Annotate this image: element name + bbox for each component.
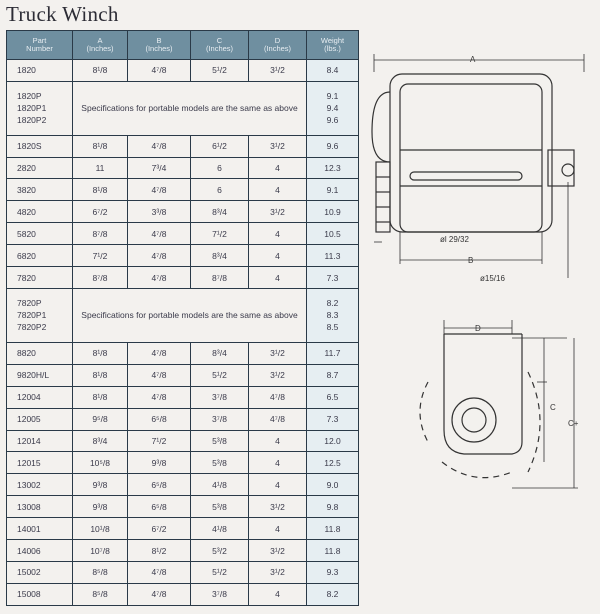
- cell-d: 4: [249, 452, 307, 474]
- cell-b: 7¹/2: [128, 430, 191, 452]
- cell-weight: 9.6: [326, 115, 339, 126]
- header-a: A (Inches): [73, 31, 128, 60]
- cell-c: 5³/8: [191, 430, 249, 452]
- cell-part: 15002: [7, 562, 73, 584]
- cell-weight: 12.5: [307, 452, 359, 474]
- cell-weight: 6.5: [307, 386, 359, 408]
- cell-weight: 11.8: [307, 518, 359, 540]
- cell-weight: 12.0: [307, 430, 359, 452]
- table-row: [7, 408, 359, 430]
- cell-b: 4⁷/8: [128, 562, 191, 584]
- cell-b: 4⁷/8: [128, 223, 191, 245]
- cell-d: 3¹/2: [249, 540, 307, 562]
- cell-c: 8³/4: [191, 245, 249, 267]
- table-row: [7, 135, 359, 157]
- cell-weight: 12.3: [307, 157, 359, 179]
- cell-d: 3¹/2: [249, 496, 307, 518]
- cell-part: 8820: [7, 342, 73, 364]
- cell-part: 1820P1: [17, 103, 47, 114]
- cell-a: 8⁷/8: [73, 223, 128, 245]
- cell-c: 6¹/2: [191, 135, 249, 157]
- cell-weight: 11.3: [307, 245, 359, 267]
- cell-b: 6⁵/8: [128, 408, 191, 430]
- label-d: D: [475, 324, 481, 333]
- cell-b: 8¹/2: [128, 540, 191, 562]
- label-dia: ø15/16: [480, 274, 505, 283]
- cell-b: 4⁷/8: [128, 179, 191, 201]
- cell-weight: 9.1: [326, 91, 339, 102]
- table-row: [7, 364, 359, 386]
- cell-a: 8¹/8: [73, 135, 128, 157]
- cell-part: 7820P: [17, 298, 42, 309]
- cell-part: 1820S: [7, 135, 73, 157]
- cell-a: 8⁵/8: [73, 583, 128, 605]
- cell-part-group: [7, 289, 73, 343]
- cell-c: 3⁷/8: [191, 408, 249, 430]
- cell-weight: 9.8: [307, 496, 359, 518]
- cell-d: 4: [249, 267, 307, 289]
- cell-b: 7³/4: [128, 157, 191, 179]
- cell-c: 8³/4: [191, 342, 249, 364]
- cell-part: 9820H/L: [7, 364, 73, 386]
- cell-a: 6⁷/2: [73, 201, 128, 223]
- cell-d: 4: [249, 157, 307, 179]
- cell-b: 4⁷/8: [128, 60, 191, 82]
- cell-a: 7¹/2: [73, 245, 128, 267]
- label-hole: øl 29/32: [440, 235, 469, 244]
- cell-part: 1820P: [17, 91, 42, 102]
- cell-d: 4⁷/8: [249, 408, 307, 430]
- cell-c: 5³/8: [191, 452, 249, 474]
- label-a: A: [470, 55, 476, 64]
- cell-a: 10¹/8: [73, 518, 128, 540]
- cell-c: 5³/8: [191, 496, 249, 518]
- cell-c: 8³/4: [191, 201, 249, 223]
- label-c-plus: C+: [568, 419, 579, 428]
- header-d: D (Inches): [249, 31, 307, 60]
- cell-b: 6⁵/8: [128, 496, 191, 518]
- cell-a: 10⁵/8: [73, 452, 128, 474]
- table-row: [7, 452, 359, 474]
- cell-a: 9³/8: [73, 496, 128, 518]
- cell-d: 3¹/2: [249, 201, 307, 223]
- cell-weight: 8.2: [307, 583, 359, 605]
- header-c: C (Inches): [191, 31, 249, 60]
- table-row: [7, 386, 359, 408]
- table-row: [7, 60, 359, 82]
- label-c: C: [550, 403, 556, 412]
- cell-weight: 11.8: [307, 540, 359, 562]
- table-row: [7, 223, 359, 245]
- cell-part: 7820P2: [17, 322, 47, 333]
- cell-a: 10⁷/8: [73, 540, 128, 562]
- cell-d: 3¹/2: [249, 60, 307, 82]
- cell-c: 5¹/2: [191, 562, 249, 584]
- cell-a: 8⁵/8: [73, 562, 128, 584]
- cell-b: 9³/8: [128, 452, 191, 474]
- cell-weight: 7.3: [307, 408, 359, 430]
- table-row: [7, 157, 359, 179]
- cell-weight: 8.4: [307, 60, 359, 82]
- table-header-row: [7, 31, 359, 60]
- table-row: [7, 342, 359, 364]
- table-row: [7, 562, 359, 584]
- winch-top-view: [372, 54, 584, 278]
- cell-d: 4: [249, 583, 307, 605]
- cell-part: 1820P2: [17, 115, 47, 126]
- cell-a: 11: [73, 157, 128, 179]
- cell-weight: 10.9: [307, 201, 359, 223]
- cell-part: 7820P1: [17, 310, 47, 321]
- cell-c: 3⁷/8: [191, 386, 249, 408]
- cell-weight: 8.7: [307, 364, 359, 386]
- table-row: [7, 540, 359, 562]
- cell-c: 8⁷/8: [191, 267, 249, 289]
- cell-d: 4: [249, 245, 307, 267]
- header-b: B (Inches): [128, 31, 191, 60]
- cell-d: 4: [249, 430, 307, 452]
- cell-b: 4⁷/8: [128, 245, 191, 267]
- table-row: [7, 583, 359, 605]
- cell-part-group: [7, 81, 73, 135]
- cell-b: 3³/8: [128, 201, 191, 223]
- winch-diagram: [362, 32, 598, 592]
- cell-d: 3¹/2: [249, 342, 307, 364]
- table-row: [7, 267, 359, 289]
- cell-part: 12005: [7, 408, 73, 430]
- cell-a: 8¹/8: [73, 60, 128, 82]
- cell-weight: 8.5: [326, 322, 339, 333]
- cell-b: 4⁷/8: [128, 583, 191, 605]
- cell-b: 4⁷/8: [128, 386, 191, 408]
- table-row: [7, 179, 359, 201]
- cell-c: 5³/2: [191, 540, 249, 562]
- cell-part: 6820: [7, 245, 73, 267]
- cell-part: 1820: [7, 60, 73, 82]
- cell-b: 4⁷/8: [128, 135, 191, 157]
- cell-weight: 8.2: [326, 298, 339, 309]
- cell-part: 14006: [7, 540, 73, 562]
- cell-weight-group: [307, 289, 359, 343]
- cell-d: 4⁷/8: [249, 386, 307, 408]
- cell-part: 4820: [7, 201, 73, 223]
- cell-b: 4⁷/8: [128, 364, 191, 386]
- cell-d: 4: [249, 179, 307, 201]
- cell-part: 14001: [7, 518, 73, 540]
- cell-part: 3820: [7, 179, 73, 201]
- cell-part: 13002: [7, 474, 73, 496]
- header-part-number: Part Number: [7, 31, 73, 60]
- cell-weight: 8.3: [326, 310, 339, 321]
- table-row-group: [7, 289, 359, 343]
- cell-c: 7¹/2: [191, 223, 249, 245]
- cell-b: 4⁷/8: [128, 267, 191, 289]
- cell-c: 5¹/2: [191, 60, 249, 82]
- cell-a: 8¹/8: [73, 364, 128, 386]
- cell-weight: 10.5: [307, 223, 359, 245]
- cell-part: 12004: [7, 386, 73, 408]
- cell-c: 6: [191, 179, 249, 201]
- cell-weight: 9.6: [307, 135, 359, 157]
- cell-c: 4¹/8: [191, 518, 249, 540]
- cell-d: 4: [249, 474, 307, 496]
- table-row: [7, 474, 359, 496]
- table-row: [7, 201, 359, 223]
- cell-d: 4: [249, 223, 307, 245]
- cell-part: 2820: [7, 157, 73, 179]
- cell-weight: 9.4: [326, 103, 339, 114]
- cell-d: 3¹/2: [249, 364, 307, 386]
- cell-part: 12015: [7, 452, 73, 474]
- cell-d: 4: [249, 518, 307, 540]
- cell-weight: 9.1: [307, 179, 359, 201]
- cell-weight-group: [307, 81, 359, 135]
- cell-c: 6: [191, 157, 249, 179]
- cell-a: 9³/8: [73, 474, 128, 496]
- cell-d: 3¹/2: [249, 562, 307, 584]
- label-b: B: [468, 256, 474, 265]
- cell-a: 8⁷/8: [73, 267, 128, 289]
- table-row: [7, 430, 359, 452]
- cell-note: Specifications for portable models are the same as above: [73, 289, 307, 343]
- page-title: Truck Winch: [6, 2, 119, 26]
- cell-b: 6⁷/2: [128, 518, 191, 540]
- cell-a: 8¹/8: [73, 386, 128, 408]
- cell-weight: 7.3: [307, 267, 359, 289]
- cell-c: 4¹/8: [191, 474, 249, 496]
- spec-table: [6, 30, 359, 606]
- cell-weight: 9.0: [307, 474, 359, 496]
- table-row: [7, 518, 359, 540]
- header-weight: Weight (lbs.): [307, 31, 359, 60]
- table-row: [7, 496, 359, 518]
- cell-b: 4⁷/8: [128, 342, 191, 364]
- cell-a: 8¹/8: [73, 342, 128, 364]
- table-row-group: [7, 81, 359, 135]
- cell-weight: 9.3: [307, 562, 359, 584]
- cell-a: 8¹/8: [73, 179, 128, 201]
- cell-part: 5820: [7, 223, 73, 245]
- cell-a: 8³/4: [73, 430, 128, 452]
- table-row: [7, 245, 359, 267]
- cell-weight: 11.7: [307, 342, 359, 364]
- cell-part: 15008: [7, 583, 73, 605]
- cell-note: Specifications for portable models are the same as above: [73, 81, 307, 135]
- cell-b: 6⁵/8: [128, 474, 191, 496]
- cell-c: 5¹/2: [191, 364, 249, 386]
- cell-part: 7820: [7, 267, 73, 289]
- cell-part: 13008: [7, 496, 73, 518]
- cell-a: 9⁵/8: [73, 408, 128, 430]
- cell-c: 3⁷/8: [191, 583, 249, 605]
- cell-d: 3¹/2: [249, 135, 307, 157]
- cell-part: 12014: [7, 430, 73, 452]
